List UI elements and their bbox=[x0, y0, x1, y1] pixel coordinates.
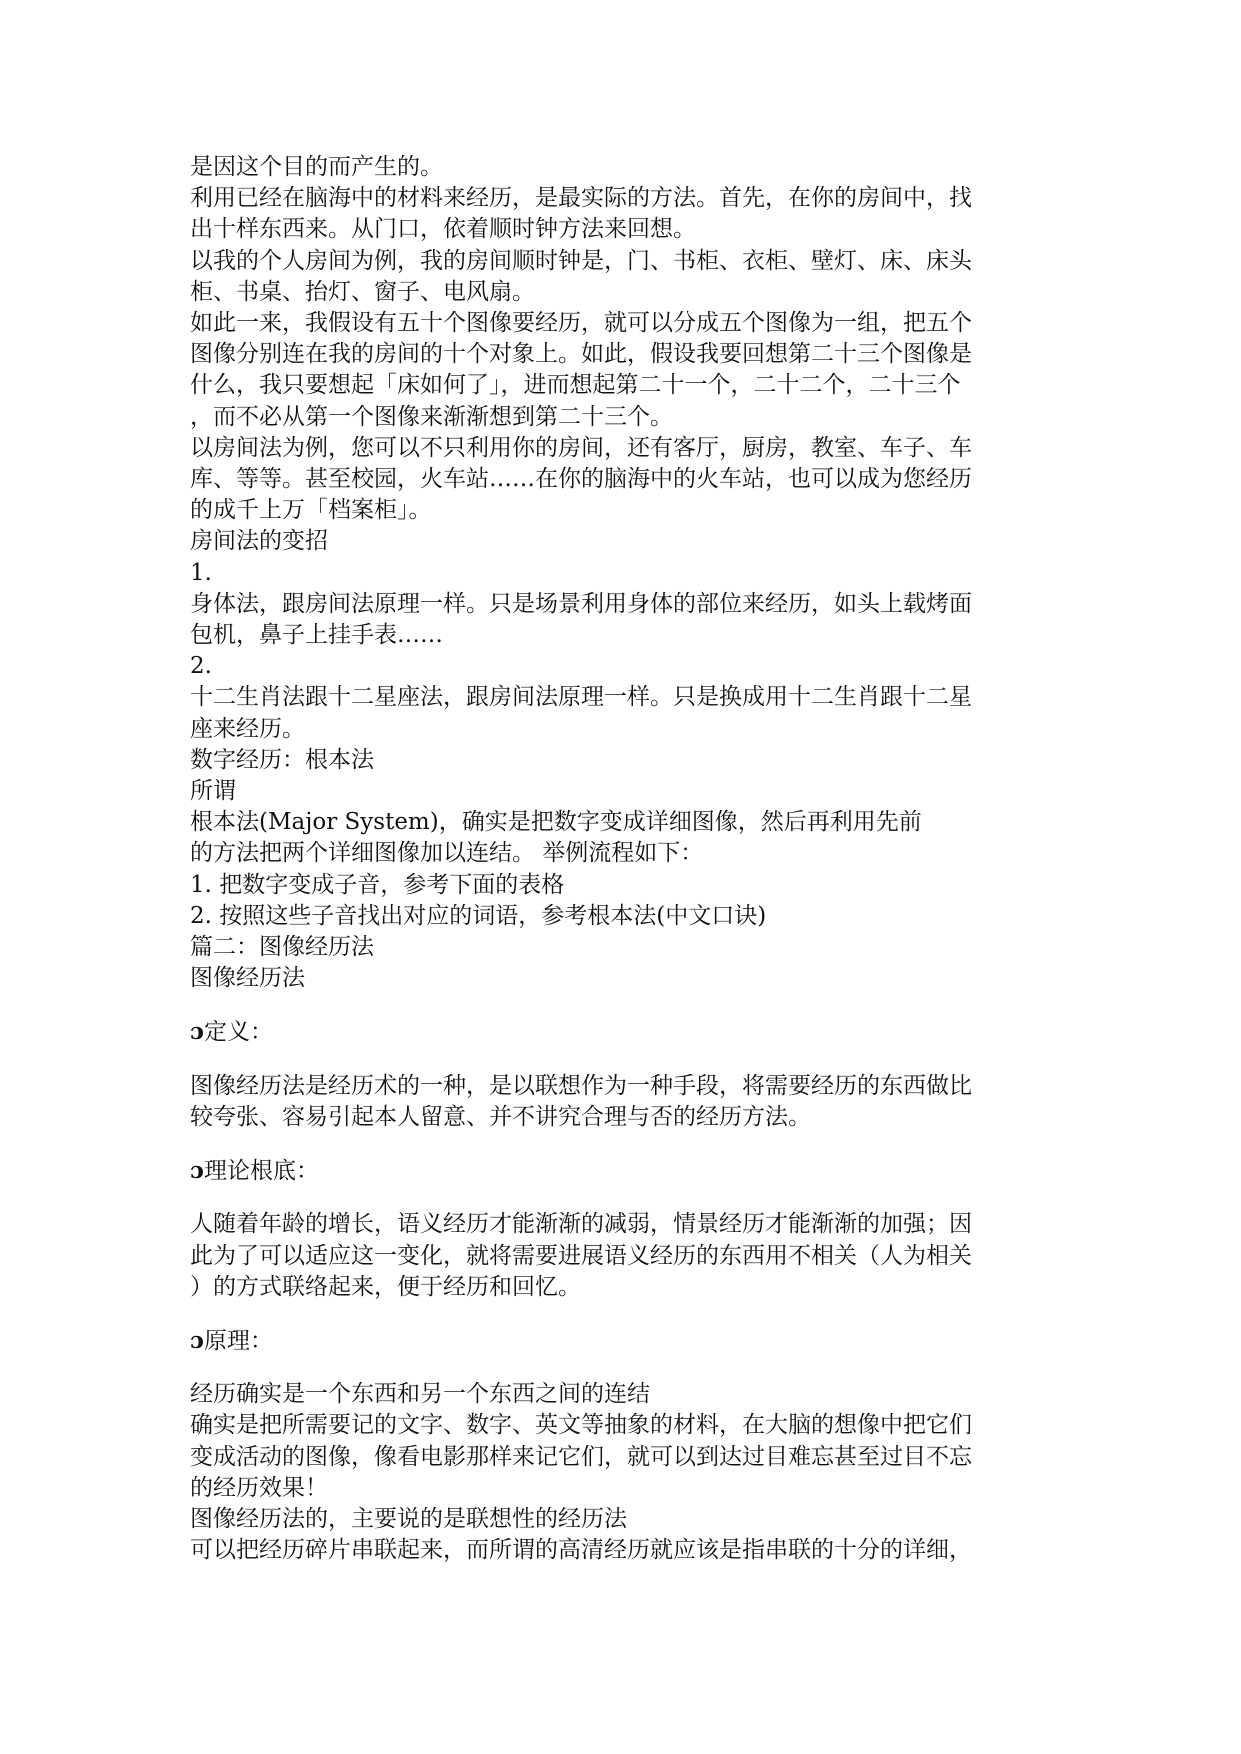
text-line: 图像经历法的，主要说的是联想性的经历法 bbox=[190, 1505, 627, 1532]
text-line: 较夸张、容易引起本人留意、并不讲究合理与否的经历方法。 bbox=[190, 1103, 811, 1130]
intro-block bbox=[190, 152, 1050, 994]
bullet-icon: ɔ bbox=[190, 1157, 205, 1185]
text-line: 库、等等。甚至校园，火车站……在你的脑海中的火车站，也可以成为您经历 bbox=[190, 466, 972, 493]
text-line: 的经历效果！ bbox=[190, 1474, 328, 1501]
text-line: 图像分别连在我的房间的十个对象上。如此，假设我要回想第二十三个图像是 bbox=[190, 341, 972, 368]
bullet-icon: ɔ bbox=[190, 1018, 205, 1046]
text-line: 变成活动的图像，像看电影那样来记它们，就可以到达过目难忘甚至过目不忘 bbox=[190, 1443, 972, 1470]
section-heading bbox=[190, 1325, 1050, 1357]
text-line: 此为了可以适应这一变化，就将需要进展语义经历的东西用不相关（人为相关 bbox=[190, 1242, 972, 1269]
heading-text: 定义： bbox=[204, 1019, 273, 1046]
bullet-icon: ɔ bbox=[190, 1326, 205, 1354]
heading-text: 原理： bbox=[204, 1327, 273, 1354]
list-item: 1. 把数字变成子音，参考下面的表格 bbox=[190, 871, 565, 898]
section-heading bbox=[190, 1016, 1050, 1048]
text-line: 人随着年龄的增长，语义经历才能渐渐的减弱，情景经历才能渐渐的加强；因 bbox=[190, 1211, 972, 1238]
spacer bbox=[190, 1133, 1050, 1155]
text-line: 的成千上万「档案柜」。 bbox=[190, 497, 432, 524]
spacer bbox=[190, 1049, 1050, 1071]
text-line: 包机，鼻子上挂手表…… bbox=[190, 622, 443, 649]
subheading: 房间法的变招 bbox=[190, 528, 328, 555]
text-line: 利用已经在脑海中的材料来经历，是最实际的方法。首先，在你的房间中，找 bbox=[190, 185, 972, 212]
list-number: 2. bbox=[190, 653, 212, 680]
subheading: 数字经历：根本法 bbox=[190, 746, 374, 773]
text-line: 确实是把所需要记的文字、数字、英文等抽象的材料，在大脑的想像中把它们 bbox=[190, 1412, 972, 1439]
text-line: 根本法(Major System)，确实是把数字变成详细图像，然后再利用先前 bbox=[190, 809, 922, 836]
text-line: 是因这个目的而产生的。 bbox=[190, 154, 443, 180]
list-item: 2. 按照这些子音找出对应的词语，参考根本法(中文口诀) bbox=[190, 902, 767, 929]
text-line: 可以把经历碎片串联起来，而所谓的高清经历就应该是指串联的十分的详细， bbox=[190, 1537, 972, 1564]
text-line: 十二生肖法跟十二星座法，跟房间法原理一样。只是换成用十二生肖跟十二星 bbox=[190, 684, 972, 711]
section-heading bbox=[190, 1155, 1050, 1187]
text-line: 图像经历法是经历术的一种，是以联想作为一种手段，将需要经历的东西做比 bbox=[190, 1072, 972, 1099]
text-line: 出十样东西来。从门口，依着顺时钟方法来回想。 bbox=[190, 216, 696, 243]
text-line: ）的方式联络起来，便于经历和回忆。 bbox=[190, 1273, 581, 1300]
text-line: 的方法把两个详细图像加以连结。 举例流程如下： bbox=[190, 840, 704, 867]
spacer bbox=[190, 1303, 1050, 1325]
theory-section bbox=[190, 1155, 1050, 1303]
text-line: 什么，我只要想起「床如何了」，进而想起第二十一个，二十二个，二十三个 bbox=[190, 372, 961, 399]
document-page bbox=[190, 152, 1050, 1566]
section-title: 篇二：图像经历法 bbox=[190, 934, 374, 961]
text-line: 柜、书桌、抬灯、窗子、电风扇。 bbox=[190, 278, 535, 305]
spacer bbox=[190, 1187, 1050, 1209]
definition-section bbox=[190, 1016, 1050, 1133]
text-line: ，而不必从第一个图像来渐渐想到第二十三个。 bbox=[190, 403, 673, 430]
principle-section bbox=[190, 1325, 1050, 1566]
spacer bbox=[190, 1357, 1050, 1379]
spacer bbox=[190, 994, 1050, 1016]
text-line: 以房间法为例，您可以不只利用你的房间，还有客厅，厨房，教室、车子、车 bbox=[190, 434, 972, 461]
text-line: 身体法，跟房间法原理一样。只是场景利用身体的部位来经历，如头上载烤面 bbox=[190, 590, 972, 617]
text-line: 经历确实是一个东西和另一个东西之间的连结 bbox=[190, 1381, 650, 1408]
heading-text: 理论根底： bbox=[204, 1158, 319, 1185]
text-line: 所谓 bbox=[190, 778, 236, 805]
text-line: 座来经历。 bbox=[190, 715, 305, 742]
text-line: 以我的个人房间为例，我的房间顺时钟是，门、书柜、衣柜、壁灯、床、床头 bbox=[190, 247, 972, 274]
text-line: 如此一来，我假设有五十个图像要经历，就可以分成五个图像为一组，把五个 bbox=[190, 310, 972, 337]
section-title: 图像经历法 bbox=[190, 965, 305, 992]
list-number: 1. bbox=[190, 559, 212, 586]
